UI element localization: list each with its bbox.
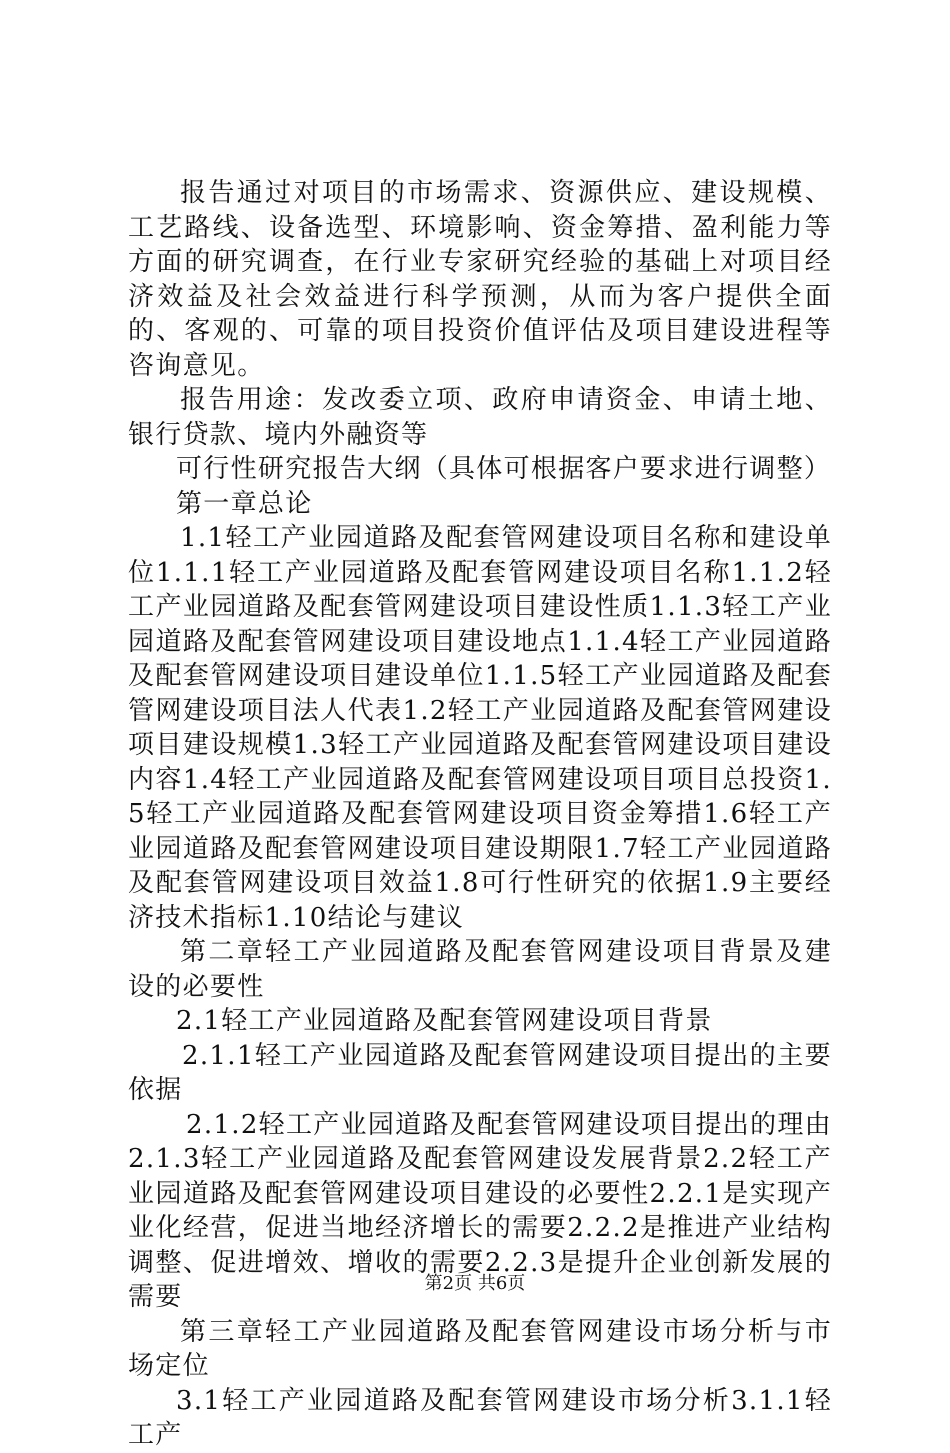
page-number-footer: 第2页 共6页	[424, 1273, 526, 1294]
heading-chapter-2: 第二章轻工产业园道路及配套管网建设项目背景及建设的必要性	[128, 937, 832, 1002]
paragraph-chapter-1-sections: 1.1轻工产业园道路及配套管网建设项目名称和建设单位1.1.1轻工产业园道路及配套管网建设项目名称1.1.2轻工产业园道路及配套管网建设项目建设性质1.1.3轻工产业园道路及配套管网建设项目建设地点1.1.4轻工产业园道路及配套管网建设项目建设单位1.1.5轻工产业园道路及配套管网建设项目法人代表1.2轻工产业园道路及配套管网建设项目建设规模1.3轻工产业园道路及配套管网建设项目建设内容1.4轻工产业园道路及配套管网建设项目项目总投资1.5轻工产业园道路及配套管网建设项目资金筹措1.6轻工产业园道路及配套管网建设项目建设期限1.7轻工产业园道路及配套管网建设项目效益1.8可行性研究的依据1.9主要经济技术指标1.10结论与建议	[128, 523, 832, 933]
paragraph-chapter-3-sections: 3.1轻工产业园道路及配套管网建设市场分析3.1.1轻工产	[128, 1385, 832, 1450]
heading-section-2-1: 2.1轻工产业园道路及配套管网建设项目背景	[176, 1006, 713, 1036]
paragraph-chapter-2-sections: 2.1.2轻工产业园道路及配套管网建设项目提出的理由2.1.3轻工产业园道路及配套管网建设发展背景2.2轻工产业园道路及配套管网建设项目建设的必要性2.2.1是实现产业化经营，促进当地经济增长的需要2.2.2是推进产业结构调整、促进增效、增收的需要2.2.3是提升企业创新发展的需要	[128, 1109, 832, 1312]
paragraph-section-2-1-1: 2.1.1轻工产业园道路及配套管网建设项目提出的主要依据	[128, 1040, 832, 1105]
paragraph-report-usage: 报告用途：发改委立项、政府申请资金、申请土地、银行贷款、境内外融资等	[128, 385, 832, 450]
document-body	[128, 176, 832, 1453]
paragraph-outline-title: 可行性研究报告大纲（具体可根据客户要求进行调整）	[176, 454, 832, 484]
heading-chapter-3: 第三章轻工产业园道路及配套管网建设市场分析与市场定位	[128, 1316, 832, 1381]
paragraph-report-intro: 报告通过对项目的市场需求、资源供应、建设规模、工艺路线、设备选型、环境影响、资金筹措、盈利能力等方面的研究调查，在行业专家研究经验的基础上对项目经济效益及社会效益进行科学预测，从而为客户提供全面的、客观的、可靠的项目投资价值评估及项目建设进程等咨询意见。	[128, 178, 832, 381]
heading-chapter-1: 第一章总论	[176, 488, 313, 519]
